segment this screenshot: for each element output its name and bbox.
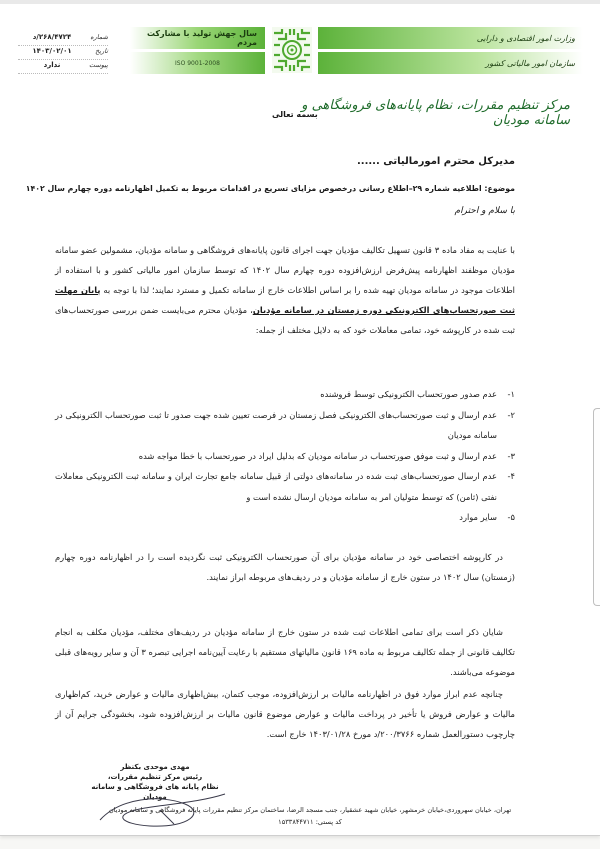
reference-block xyxy=(18,33,108,75)
ministry-name: وزارت امور اقتصادی و دارایی xyxy=(476,33,575,43)
paragraph-intro xyxy=(55,240,515,340)
attachment-label: پیوست xyxy=(89,61,108,69)
organization-banner xyxy=(318,52,583,74)
list-item-number: ۵- xyxy=(507,512,515,522)
list-item-text: عدم ارسال صورتحساب‌های ثبت شده در سامانه‌های دولتی از قبیل سامانه جامع تجارت ایران و سامانه ثبت الکترونیکی معاملات نفتی (ثامن) که توسط متولیان امر به سامانه مودیان ارسال نشده است و xyxy=(55,471,497,502)
signatory-name: مهدی موحدی بکنظر xyxy=(120,763,190,771)
list-item xyxy=(55,466,515,507)
list-item-text: عدم صدور صورتحساب الکترونیکی توسط فروشنده xyxy=(320,389,497,399)
footer-postal-code: کد پستی: ۱۵۳۳۸۴۴۷۱۱ xyxy=(278,818,342,826)
paragraph-declaration: در کارپوشه اختصاصی خود در سامانه مؤدیان برای آن صورتحساب الکترونیکی ثبت نگردیده است را در اظهارنامه دوره چهارم (زمستان) سال ۱۴۰۲ در ستون خارج از سامانه مؤدیان و در ردیف‌های مربوطه ابراز نمایند. xyxy=(55,552,515,582)
paragraph-intro-start: با عنایت به مفاد ماده ۳ قانون تسهیل تکالیف مؤدیان جهت اجرای قانون پایانه‌های فروشگاهی و سامانه مؤدیان، مشمولین عضو سامانه مؤدیان موظفند اظهارنامه پیش‌فرض ارزش‌افزوده دوره چهارم سال ۱۴۰۲ که توسط سازمان امور مالیاتی کشور و با استفاده از اطلاعات موجود در سامانه مودیان تهیه شده را بر اساس اطلاعات خارج از سامانه تکمیل و مسترد نمایند؛ لذا با توجه به xyxy=(55,245,515,295)
list-item xyxy=(55,384,515,405)
reference-date-row xyxy=(18,47,108,60)
addressee: مدیرکل محترم امورمالیاتی ...... xyxy=(356,156,515,167)
tax-organization-emblem-icon xyxy=(270,25,314,75)
footer-address-block xyxy=(60,804,560,828)
reference-date-value: ۱۴۰۳/۰۲/۰۱ xyxy=(32,47,72,55)
list-item-number: ۲- xyxy=(507,409,515,420)
reasons-list xyxy=(55,384,515,528)
department-title: مرکز تنظیم مقررات، نظام پایانه‌های فروشگاهی و سامانه مودیان xyxy=(301,98,570,128)
paragraph-penalties: چنانچه عدم ابراز موارد فوق در اظهارنامه مالیات بر ارزش‌افزوده، موجب کتمان، بیش‌اظهاری مالیات و عوارض خرید، کم‌اظهاری مالیات و عوارض فروش یا تأخیر در پرداخت مالیات و عوارض موضوع قانون مالیات بر ارزش‌افزوده شود، بخشودگی جرایم آن از چارچوب دستورالعمل شماره ۲۰۰/۳۷۶۶/د مورخ ۱۴۰۳/۰۱/۲۸ خارج است. xyxy=(55,689,515,739)
subject-line: موضوع: اطلاعیه شماره ۲۹–اطلاع رسانی درخصوص مزایای تسریع در اقدامات مربوط به تکمیل اظهارنامه دوره چهارم سال ۱۴۰۲ xyxy=(25,184,515,193)
iso-certification: ISO 9001-2008 xyxy=(175,59,220,67)
organization-name: سازمان امور مالیاتی کشور xyxy=(485,58,575,68)
reference-date-label: تاریخ xyxy=(95,47,108,55)
signatory-title-line2: نظام پایانه های فروشگاهی و سامانه مودیان xyxy=(91,783,219,801)
signatory-title-line1: رئیس مرکز تنظیم مقررات، xyxy=(107,773,203,781)
reference-number-label: شماره xyxy=(90,33,108,41)
iso-banner xyxy=(130,52,265,74)
list-item-number: ۱- xyxy=(507,389,515,399)
list-item xyxy=(55,507,515,528)
greeting: با سلام و احترام xyxy=(454,206,515,216)
list-item-text: سایر موارد xyxy=(459,512,497,522)
list-item xyxy=(55,405,515,446)
reference-number-value: ۲۶۸/۴۷۲۴/د xyxy=(32,33,72,41)
attachment-row xyxy=(18,61,108,74)
attachment-value: ندارد xyxy=(43,61,61,69)
top-edge xyxy=(0,0,600,4)
paragraph-obligations: شایان ذکر است برای تمامی اطلاعات ثبت شده در ستون خارج از سامانه مؤدیان در ردیف‌های مختلف، مؤدیان مکلف به انجام تکالیف قانونی از جمله تکالیف مربوط به ماده ۱۶۹ قانون مالیاتهای مستقیم با رعایت آیین‌نامه اجرایی تبصره ۳ آن و سایر رویه‌های قبلی موضوعه می‌باشند. xyxy=(55,627,515,677)
year-slogan: سال جهش تولید با مشارکت مردم xyxy=(146,29,257,47)
slogan-banner xyxy=(130,27,265,49)
paragraph-intro-end: ، مؤدیان محترم می‌بایست ضمن بررسی صورتحساب‌های ثبت شده در کارپوشه خود، تمامی معاملات خود که به دلایل مختلف از جمله: xyxy=(55,305,515,335)
footer-address: تهران، خیابان سهروردی،خیابان خرمشهر، خیابان شهید عشقیار، جنب مسجد الرضا، ساختمان مرکز تنظیم مقررات پایانه فروشگاهی و سامانه مودیان xyxy=(108,806,512,814)
bismillah-heading: بسمه تعالی xyxy=(272,110,318,119)
deadline-emphasis: پایان مهلت ثبت صورتحساب‌های الکترونیکی دوره زمستان در سامانه مؤدیان xyxy=(55,285,515,315)
list-item xyxy=(55,446,515,467)
reference-number-row xyxy=(18,33,108,46)
list-item-number: ۳- xyxy=(507,450,515,461)
list-item-text: عدم ارسال و ثبت صورتحساب‌های الکترونیکی فصل زمستان در فرصت تعیین شده جهت صدور تا ثبت صورتحساب الکترونیکی در سامانه مودیان xyxy=(55,409,497,440)
ministry-banner xyxy=(318,27,583,49)
list-item-number: ۴- xyxy=(507,471,515,481)
list-item-text: عدم ارسال و ثبت موفق صورتحساب در سامانه مودیان که بدلیل ایراد در صورتحساب با خطا مواجه شده xyxy=(138,450,497,461)
overlay-panel-edge xyxy=(593,408,600,606)
